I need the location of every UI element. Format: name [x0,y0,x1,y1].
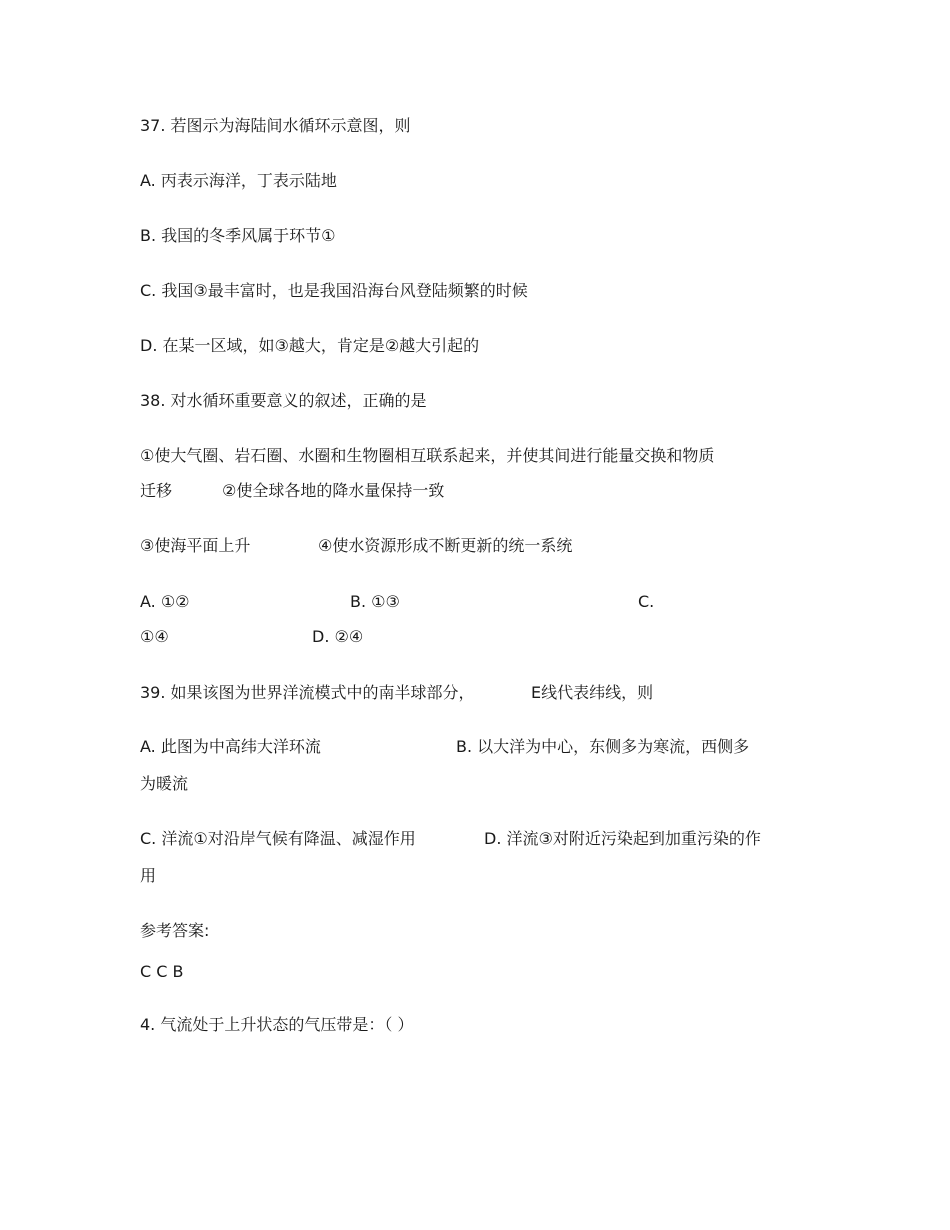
question-37-option-c: C. 我国③最丰富时，也是我国沿海台风登陆频繁的时候 [140,281,528,300]
question-38-item-4: ④使水资源形成不断更新的统一系统 [318,536,573,555]
question-38-item-2: ②使全球各地的降水量保持一致 [222,481,445,500]
question-38-option-a: A. ①② [140,592,190,611]
question-39-option-d: D. 洋流③对附近污染起到加重污染的作 [484,829,761,848]
question-38-option-b: B. ①③ [350,592,400,611]
question-37-option-b: B. 我国的冬季风属于环节① [140,226,336,245]
question-39-stem-continued: E线代表纬线，则 [531,683,654,702]
question-37-stem: 37. 若图示为海陆间水循环示意图，则 [140,116,411,135]
question-4-stem: 4. 气流处于上升状态的气压带是：（ ） [140,1015,414,1034]
question-38-option-c-value: ①④ [140,627,169,646]
question-39-option-c: C. 洋流①对沿岸气候有降温、减湿作用 [140,829,416,848]
question-37-option-d: D. 在某一区域，如③越大，肯定是②越大引起的 [140,336,480,355]
answer-heading: 参考答案: [140,921,210,940]
question-39-option-d-continued: 用 [140,866,157,885]
question-38-item-1-continued: 迁移 [140,481,173,500]
question-38-option-d: D. ②④ [312,627,364,646]
answer-value: C C B [140,962,184,981]
question-39-stem: 39. 如果该图为世界洋流模式中的南半球部分， [140,683,475,702]
question-38-item-3: ③使海平面上升 [140,536,251,555]
question-38-item-1: ①使大气圈、岩石圈、水圈和生物圈相互联系起来，并使其间进行能量交换和物质 [140,446,715,465]
question-39-option-a: A. 此图为中高纬大洋环流 [140,737,321,756]
question-38-option-c-label: C. [638,592,655,611]
question-39-option-b: B. 以大洋为中心，东侧多为寒流，西侧多 [456,737,750,756]
question-39-option-b-continued: 为暖流 [140,774,189,793]
question-37-option-a: A. 丙表示海洋，丁表示陆地 [140,171,337,190]
question-38-stem: 38. 对水循环重要意义的叙述，正确的是 [140,391,427,410]
